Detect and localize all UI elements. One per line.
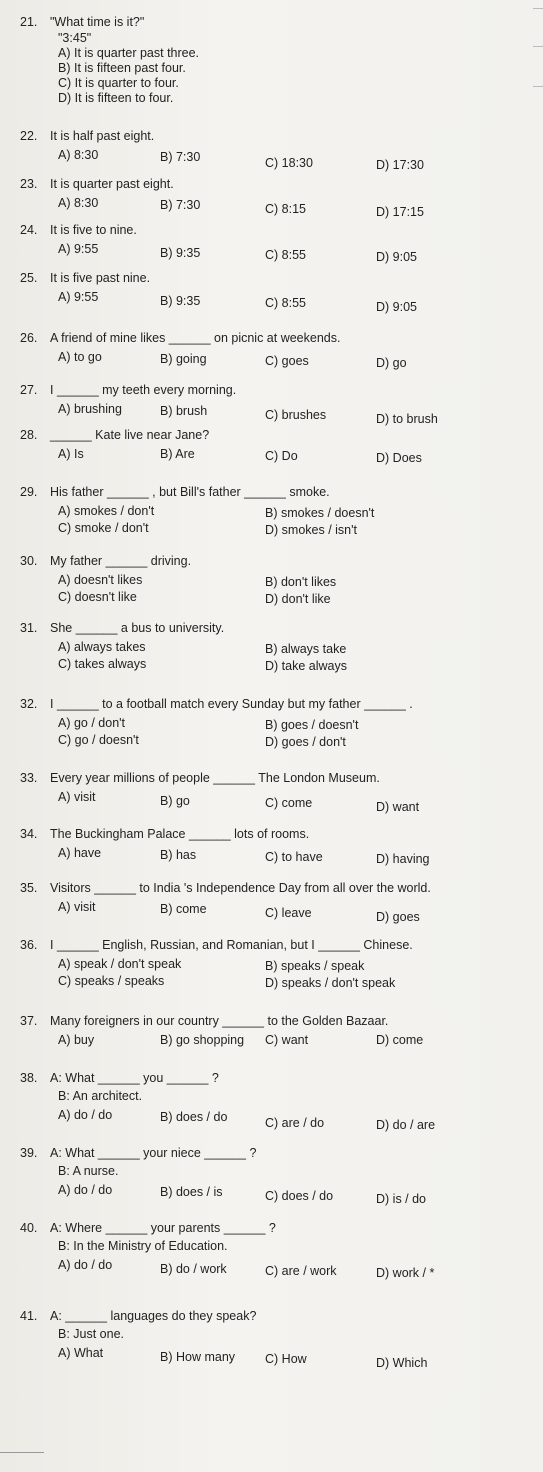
options-row [20,956,520,972]
question-text: The Buckingham Palace ______ lots of rooms. [50,827,310,841]
question-41 [20,1308,520,1370]
question-text: ______ Kate live near Jane? [50,428,210,442]
question-text: She ______ a bus to university. [50,621,225,635]
answer-option[interactable]: D) It is fifteen to four. [58,91,174,105]
question-stem [20,427,520,443]
answer-option[interactable]: B) It is fifteen past four. [58,61,186,75]
answer-option[interactable]: D) smokes / isn't [265,523,357,537]
answer-option[interactable]: C) 18:30 [265,156,313,170]
question-text: A friend of mine likes ______ on picnic at weekends. [50,331,341,345]
question-text: Many foreigners in our country ______ to the Golden Bazaar. [50,1014,389,1028]
question-subline: B: In the Ministry of Education. [58,1239,228,1253]
question-number: 31. [20,621,38,635]
options-row [20,520,520,536]
answer-option[interactable]: B) going [160,352,207,366]
question-37 [20,1013,520,1048]
answer-option[interactable]: B) brush [160,404,208,418]
options-row [20,973,520,989]
answer-option[interactable]: C) are / do [265,1116,325,1130]
answer-option[interactable]: D) speaks / don't speak [265,976,396,990]
question-stem [20,770,520,786]
question-subline: B: An architect. [58,1089,143,1103]
question-number: 40. [20,1221,38,1235]
question-34 [20,826,520,866]
question-number: 29. [20,485,38,499]
question-stem [20,620,520,636]
question-text: A: What ______ your niece ______ ? [50,1146,257,1160]
options-row [20,1182,520,1206]
question-stem [20,826,520,842]
answer-option[interactable]: A) do / do [58,1108,113,1122]
options-row [20,656,520,672]
question-text: It is five to nine. [50,223,137,237]
answer-option[interactable]: D) Does [376,451,422,465]
answer-option[interactable]: A) have [58,846,102,860]
options-row [20,446,520,465]
answer-option[interactable]: A) Is [58,447,84,461]
question-32 [20,696,520,748]
question-number: 21. [20,15,38,29]
question-text: I ______ to a football match every Sunday but my father ______ . [50,697,413,711]
question-text: A: What ______ you ______ ? [50,1071,219,1085]
options-row [20,503,520,519]
answer-option[interactable]: D) don't like [265,592,331,606]
answer-option[interactable]: C) speaks / speaks [58,974,165,988]
answer-option[interactable]: C) It is quarter to four. [58,76,179,90]
answer-option[interactable]: A) do / do [58,1258,113,1272]
answer-option[interactable]: B) 9:35 [160,246,201,260]
options-row [20,1257,520,1280]
answer-option[interactable]: A) 8:30 [58,196,99,210]
question-stem [20,176,520,192]
answer-option[interactable]: A) 9:55 [58,242,99,256]
question-stem [20,382,520,398]
answer-option[interactable]: B) always take [265,642,347,656]
options-row [20,572,520,588]
question-number: 32. [20,697,38,711]
question-31 [20,620,520,672]
answer-option[interactable]: C) 8:55 [265,296,306,310]
answer-option[interactable]: A) What [58,1346,104,1360]
answer-option[interactable]: C) smoke / don't [58,521,149,535]
options-row [20,715,520,731]
question-stem [20,484,520,500]
answer-option[interactable]: C) doesn't like [58,590,137,604]
question-text: Visitors ______ to India 's Independence Day from all over the world. [50,881,431,895]
answer-option[interactable]: D) having [376,852,430,866]
options-row [20,401,520,426]
question-36 [20,937,520,989]
answer-option[interactable]: C) brushes [265,408,327,422]
answer-option[interactable]: C) go / doesn't [58,733,139,747]
answer-option[interactable]: C) leave [265,906,312,920]
question-text: I ______ English, Russian, and Romanian, but I ______ Chinese. [50,938,413,952]
answer-option[interactable]: D) come [376,1033,424,1047]
answer-option[interactable]: D) work / * [376,1266,435,1280]
question-26 [20,330,520,370]
question-stem [20,696,520,712]
answer-option[interactable]: C) 8:55 [265,248,306,262]
question-stem [20,1145,520,1161]
question-number: 36. [20,938,38,952]
answer-option[interactable]: B) smokes / doesn't [265,506,375,520]
answer-option[interactable]: D) 17:15 [376,205,424,219]
answer-option[interactable]: C) come [265,796,313,810]
question-number: 39. [20,1146,38,1160]
answer-option[interactable]: A) buy [58,1033,95,1047]
options-row [20,1345,520,1370]
answer-option[interactable]: B) go shopping [160,1033,245,1047]
question-text: It is quarter past eight. [50,177,174,191]
question-28 [20,427,520,465]
answer-option[interactable]: D) want [376,800,420,814]
answer-option[interactable]: D) is / do [376,1192,427,1206]
question-number: 25. [20,271,38,285]
question-text: Every year millions of people ______ The London Museum. [50,771,380,785]
answer-option[interactable]: C) does / do [265,1189,334,1203]
answer-option[interactable]: C) to have [265,850,323,864]
question-number: 33. [20,771,38,785]
answer-option[interactable]: A) speak / don't speak [58,957,182,971]
question-text: A: ______ languages do they speak? [50,1309,257,1323]
answer-option[interactable]: C) goes [265,354,309,368]
answer-option[interactable]: B) How many [160,1350,236,1364]
question-24 [20,222,520,264]
options-row [20,589,520,605]
question-text: My father ______ driving. [50,554,192,568]
question-number: 28. [20,428,38,442]
answer-option[interactable]: B) goes / doesn't [265,718,359,732]
question-number: 34. [20,827,38,841]
question-35 [20,880,520,924]
question-29 [20,484,520,536]
question-33 [20,770,520,814]
answer-option[interactable]: B) does / is [160,1185,223,1199]
options-row [20,241,520,264]
answer-option[interactable]: D) goes / don't [265,735,346,749]
answer-option[interactable]: D) do / are [376,1118,436,1132]
question-number: 27. [20,383,38,397]
question-number: 41. [20,1309,38,1323]
question-number: 22. [20,129,38,143]
options-row [20,899,520,924]
options-row [20,1107,520,1132]
answer-option[interactable]: A) do / do [58,1183,113,1197]
answer-option[interactable]: B) don't likes [265,575,337,589]
question-number: 24. [20,223,38,237]
options-row [20,789,520,814]
question-text: It is half past eight. [50,129,155,143]
options-row [20,289,520,314]
answer-option[interactable]: A) doesn't likes [58,573,143,587]
options-row [20,195,520,219]
question-stem [20,1070,520,1086]
answer-option[interactable]: A) 8:30 [58,148,99,162]
edge-mark [533,86,543,87]
question-stem [20,937,520,953]
options-row [20,845,520,866]
question-subline: B: Just one. [58,1327,125,1341]
answer-option[interactable]: C) How [265,1352,307,1366]
question-number: 26. [20,331,38,345]
question-39 [20,1145,520,1206]
question-number: 38. [20,1071,38,1085]
answer-option[interactable]: A) go / don't [58,716,126,730]
answer-option[interactable]: D) take always [265,659,347,673]
question-27 [20,382,520,426]
answer-option[interactable]: A) brushing [58,402,122,416]
question-stem [20,330,520,346]
answer-option[interactable]: A) visit [58,900,96,914]
answer-option[interactable]: C) takes always [58,657,147,671]
question-stem [20,1013,520,1029]
answer-option[interactable]: A) to go [58,350,102,364]
question-21 [20,14,520,106]
answer-option[interactable]: A) smokes / don't [58,504,155,518]
answer-option[interactable]: C) want [265,1033,309,1047]
answer-option[interactable]: A) 9:55 [58,290,99,304]
answer-option[interactable]: B) Are [160,447,195,461]
question-stem [20,1308,520,1324]
question-23 [20,176,520,219]
options-row [20,349,520,370]
answer-option[interactable]: D) Which [376,1356,428,1370]
edge-mark [533,46,543,47]
question-stem [20,553,520,569]
question-22 [20,128,520,172]
question-text: "What time is it?" [50,15,145,29]
answer-option[interactable]: B) 7:30 [160,150,201,164]
answer-option[interactable]: B) do / work [160,1262,227,1276]
edge-mark [533,8,543,9]
question-number: 30. [20,554,38,568]
options-row [20,1032,520,1048]
question-38 [20,1070,520,1132]
question-stem [20,14,520,30]
answer-option[interactable]: D) go [376,356,407,370]
answer-option[interactable]: B) has [160,848,197,862]
question-text: His father ______ , but Bill's father ______ smoke. [50,485,330,499]
answer-option[interactable]: C) are / work [265,1264,337,1278]
question-number: 35. [20,881,38,895]
options-row [20,732,520,748]
question-text: It is five past nine. [50,271,151,285]
answer-option[interactable]: B) 9:35 [160,294,201,308]
answer-option[interactable]: D) 9:05 [376,250,417,264]
question-stem [20,1220,520,1236]
question-30 [20,553,520,605]
question-stem [20,222,520,238]
answer-option[interactable]: D) 17:30 [376,158,424,172]
answer-option[interactable]: C) Do [265,449,298,463]
question-stem [20,270,520,286]
question-25 [20,270,520,314]
answer-option[interactable]: B) 7:30 [160,198,201,212]
answer-option[interactable]: D) 9:05 [376,300,417,314]
answer-option[interactable]: B) speaks / speak [265,959,365,973]
question-subline: "3:45" [58,31,92,45]
question-text: A: Where ______ your parents ______ ? [50,1221,276,1235]
options-row [20,147,520,172]
question-40 [20,1220,520,1280]
answer-option[interactable]: B) go [160,794,190,808]
options-row [20,639,520,655]
question-number: 37. [20,1014,38,1028]
answer-option[interactable]: A) It is quarter past three. [58,46,200,60]
answer-option[interactable]: C) 8:15 [265,202,306,216]
answer-option[interactable]: D) to brush [376,412,438,426]
question-stem [20,128,520,144]
answer-option[interactable]: D) goes [376,910,420,924]
answer-option[interactable]: B) come [160,902,207,916]
answer-option[interactable]: A) visit [58,790,96,804]
answer-option[interactable]: A) always takes [58,640,146,654]
footer-line [0,1452,44,1453]
question-stem [20,880,520,896]
question-subline: B: A nurse. [58,1164,119,1178]
answer-option[interactable]: B) does / do [160,1110,228,1124]
question-number: 23. [20,177,38,191]
question-text: I ______ my teeth every morning. [50,383,237,397]
